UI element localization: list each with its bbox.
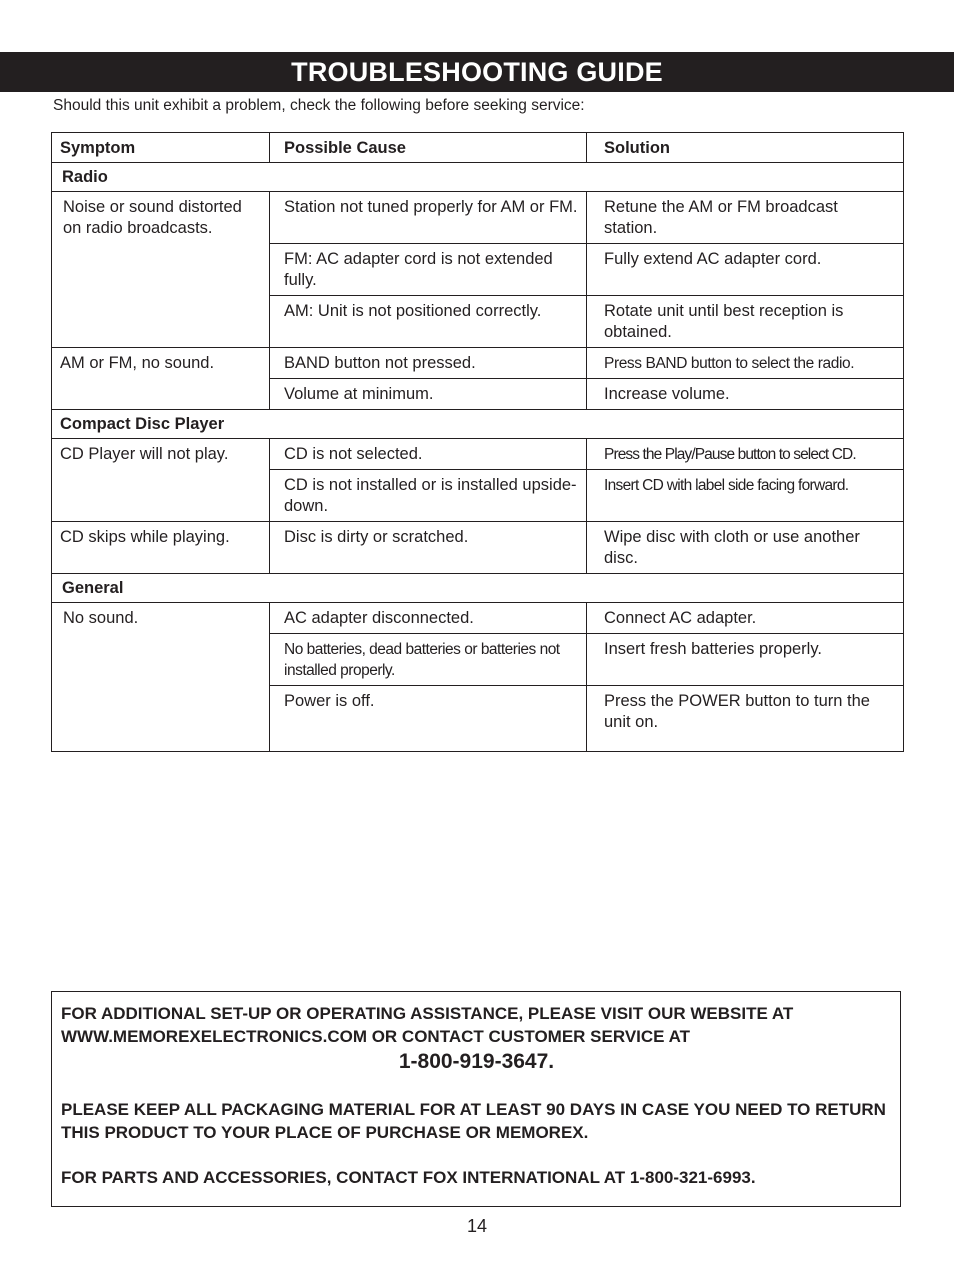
- symptom-cell: CD skips while playing.: [52, 522, 270, 574]
- table-row: [52, 192, 904, 244]
- solution-cell: Insert fresh batteries properly.: [587, 634, 904, 686]
- support-info-box: [51, 991, 901, 1207]
- table-row: [52, 348, 904, 379]
- section-row: [52, 574, 904, 603]
- packaging-notice: PLEASE KEEP ALL PACKAGING MATERIAL FOR AT LEAST 90 DAYS IN CASE YOU NEED TO RETURN THIS PRODUCT TO YOUR PLACE OF PURCHASE OR MEMOREX.: [61, 1100, 886, 1142]
- cause-cell: No batteries, dead batteries or batteries not installed properly.: [270, 634, 587, 686]
- solution-cell: Rotate unit until best reception is obtained.: [587, 296, 904, 348]
- cause-cell: CD is not selected.: [270, 439, 587, 470]
- solution-cell: Increase volume.: [587, 379, 904, 410]
- solution-cell: Fully extend AC adapter cord.: [587, 244, 904, 296]
- solution-cell: Press BAND button to select the radio.: [587, 348, 904, 379]
- cause-cell: Disc is dirty or scratched.: [270, 522, 587, 574]
- troubleshooting-table: [51, 132, 904, 752]
- symptom-cell: Noise or sound distorted on radio broadcasts.: [52, 192, 270, 348]
- header-symptom: Symptom: [52, 133, 270, 163]
- solution-cell: Press the POWER button to turn the unit on.: [587, 686, 904, 752]
- header-possible-cause: Possible Cause: [270, 133, 587, 163]
- page-number: 14: [466, 1216, 488, 1236]
- page-title: TROUBLESHOOTING GUIDE: [0, 52, 954, 92]
- website-notice: FOR ADDITIONAL SET-UP OR OPERATING ASSISTANCE, PLEASE VISIT OUR WEBSITE AT WWW.MEMOREXELECTRONICS.COM OR CONTACT CUSTOMER SERVICE AT: [61, 1004, 794, 1046]
- symptom-cell: CD Player will not play.: [52, 439, 270, 522]
- solution-cell: Insert CD with label side facing forward.: [587, 470, 904, 522]
- solution-cell: Connect AC adapter.: [587, 603, 904, 634]
- cause-cell: Station not tuned properly for AM or FM.: [270, 192, 587, 244]
- table-row: [52, 522, 904, 574]
- solution-cell: Retune the AM or FM broadcast station.: [587, 192, 904, 244]
- section-radio: Radio: [52, 163, 904, 192]
- solution-cell: Wipe disc with cloth or use another disc.: [587, 522, 904, 574]
- intro-text: Should this unit exhibit a problem, check the following before seeking service:: [53, 97, 585, 114]
- header-solution: Solution: [587, 133, 904, 163]
- symptom-cell: No sound.: [52, 603, 270, 752]
- symptom-cell: AM or FM, no sound.: [52, 348, 270, 410]
- table-row: [52, 603, 904, 634]
- section-row: [52, 163, 904, 192]
- section-general: General: [52, 574, 904, 603]
- customer-service-phone: 1-800-919-3647.: [398, 1050, 555, 1073]
- cause-cell: CD is not installed or is installed upside-down.: [270, 470, 587, 522]
- parts-notice: FOR PARTS AND ACCESSORIES, CONTACT FOX INTERNATIONAL AT 1-800-321-6993.: [61, 1168, 756, 1187]
- cause-cell: BAND button not pressed.: [270, 348, 587, 379]
- solution-cell: Press the Play/Pause button to select CD.: [587, 439, 904, 470]
- section-compact-disc-player: Compact Disc Player: [52, 410, 904, 439]
- cause-cell: AM: Unit is not positioned correctly.: [270, 296, 587, 348]
- cause-cell: Power is off.: [270, 686, 587, 752]
- table-header-row: [52, 133, 904, 163]
- table-row: [52, 439, 904, 470]
- section-row: [52, 410, 904, 439]
- cause-cell: AC adapter disconnected.: [270, 603, 587, 634]
- cause-cell: FM: AC adapter cord is not extended fully.: [270, 244, 587, 296]
- cause-cell: Volume at minimum.: [270, 379, 587, 410]
